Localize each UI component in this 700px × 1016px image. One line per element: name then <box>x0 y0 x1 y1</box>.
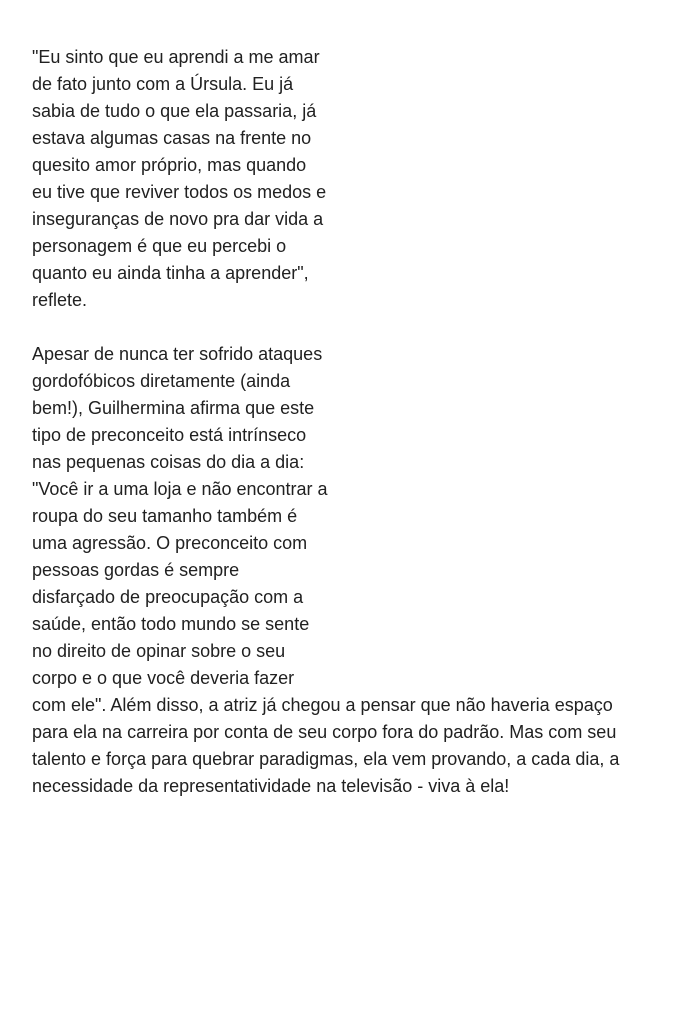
text-line: estava algumas casas na frente no <box>32 128 312 148</box>
text-line: talento e força para quebrar paradigmas, ela vem provando, a cada dia, a <box>32 749 620 769</box>
text-line: gordofóbicos diretamente (ainda <box>32 371 291 391</box>
text-line: personagem é que eu percebi o <box>32 236 287 256</box>
text-line: roupa do seu tamanho também é <box>32 506 298 526</box>
paragraph-quote <box>32 44 672 314</box>
text-line: Apesar de nunca ter sofrido ataques <box>32 344 323 364</box>
text-line: disfarçado de preocupação com a <box>32 587 304 607</box>
text-line: com ele". Além disso, a atriz já chegou a pensar que não haveria espaço <box>32 695 613 715</box>
text-line: uma agressão. O preconceito com <box>32 533 308 553</box>
text-line: de fato junto com a Úrsula. Eu já <box>32 74 294 94</box>
text-line: tipo de preconceito está intrínseco <box>32 425 307 445</box>
text-line: nas pequenas coisas do dia a dia: <box>32 452 305 472</box>
text-line: eu tive que reviver todos os medos e <box>32 182 327 202</box>
text-line: no direito de opinar sobre o seu <box>32 641 286 661</box>
text-line: para ela na carreira por conta de seu corpo fora do padrão. Mas com seu <box>32 722 617 742</box>
text-line: pessoas gordas é sempre <box>32 560 240 580</box>
text-line: inseguranças de novo pra dar vida a <box>32 209 324 229</box>
text-line: corpo e o que você deveria fazer <box>32 668 295 688</box>
text-line: necessidade da representatividade na televisão - viva à ela! <box>32 776 510 796</box>
paragraph-prejudice <box>32 341 672 800</box>
text-line: "Você ir a uma loja e não encontrar a <box>32 479 328 499</box>
text-line: quanto eu ainda tinha a aprender", <box>32 263 309 283</box>
text-line: quesito amor próprio, mas quando <box>32 155 307 175</box>
text-line: sabia de tudo o que ela passaria, já <box>32 101 317 121</box>
text-line: "Eu sinto que eu aprendi a me amar <box>32 47 320 67</box>
text-line: saúde, então todo mundo se sente <box>32 614 310 634</box>
text-line: reflete. <box>32 290 88 310</box>
article-body <box>32 44 672 800</box>
text-line: bem!), Guilhermina afirma que este <box>32 398 315 418</box>
